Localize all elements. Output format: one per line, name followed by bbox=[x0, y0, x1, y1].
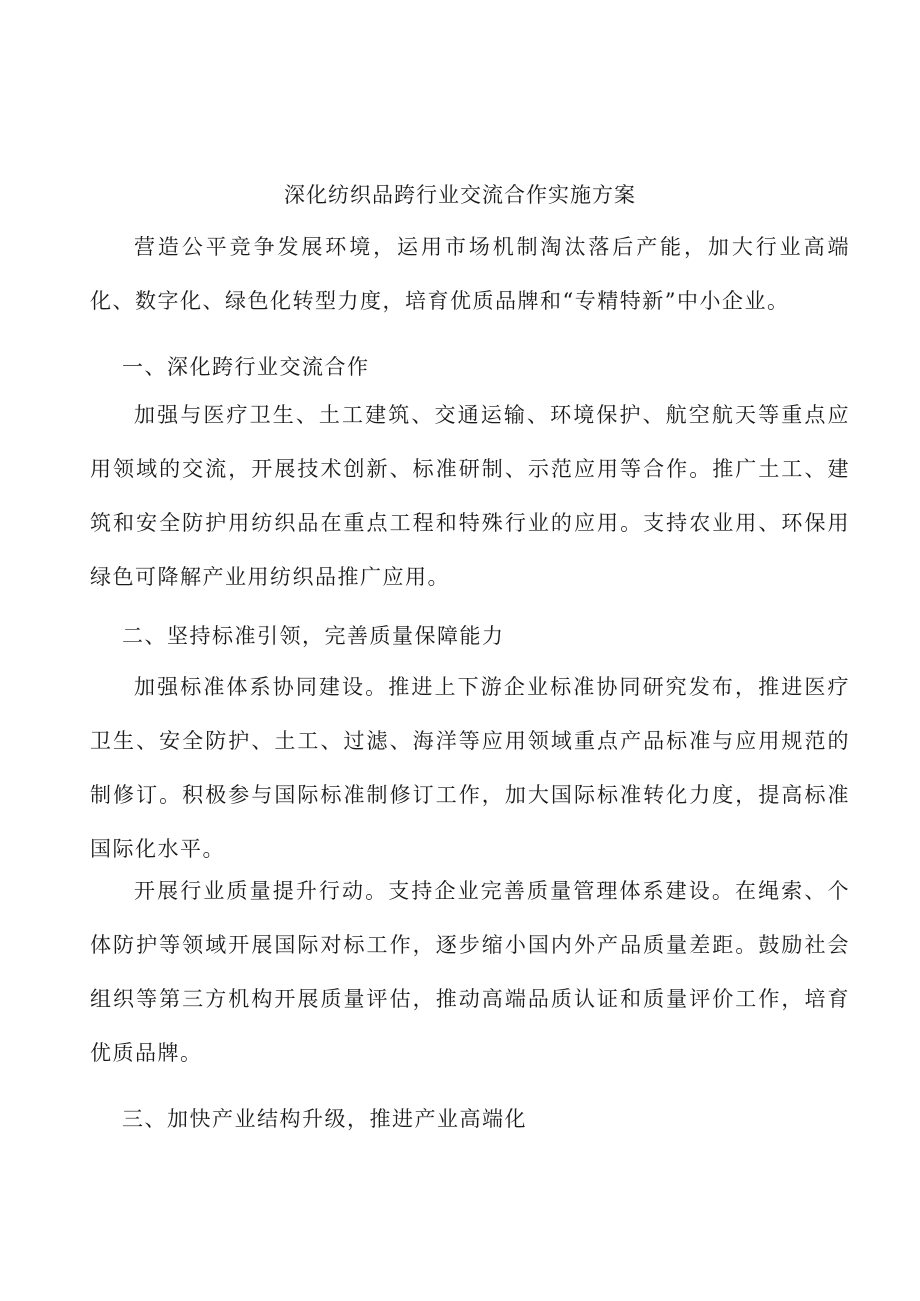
section-1-paragraph-1: 加强与医疗卫生、土工建筑、交通运输、环境保护、航空航天等重点应用领域的交流，开展技术创新、标准研制、示范应用等合作。推广土工、建筑和安全防护用纺织品在重点工程和特殊行业的应用。支持农业用、环保用绿色可降解产业用纺织品推广应用。 bbox=[90, 403, 850, 589]
section-heading-2: 二、坚持标准引领，完善质量保障能力 bbox=[122, 624, 505, 648]
section-heading-1: 一、深化跨行业交流合作 bbox=[122, 355, 370, 379]
section-2-paragraph-1: 加强标准体系协同建设。推进上下游企业标准协同研究发布，推进医疗卫生、安全防护、土工、过滤、海洋等应用领域重点产品标准与应用规范的制修订。积极参与国际标准制修订工作，加大国际标准转化力度，提高标准国际化水平。 bbox=[90, 675, 850, 861]
document-title: 深化纺织品跨行业交流合作实施方案 bbox=[284, 183, 636, 207]
intro-paragraph: 营造公平竞争发展环境，运用市场机制淘汰落后产能，加大行业高端化、数字化、绿色化转型力度，培育优质品牌和“专精特新”中小企业。 bbox=[90, 235, 850, 313]
section-heading-3: 三、加快产业结构升级，推进产业高端化 bbox=[122, 1107, 527, 1131]
section-2-paragraph-2: 开展行业质量提升行动。支持企业完善质量管理体系建设。在绳索、个体防护等领域开展国际对标工作，逐步缩小国内外产品质量差距。鼓励社会组织等第三方机构开展质量评估，推动高端品质认证和质量评价工作，培育优质品牌。 bbox=[90, 879, 850, 1065]
